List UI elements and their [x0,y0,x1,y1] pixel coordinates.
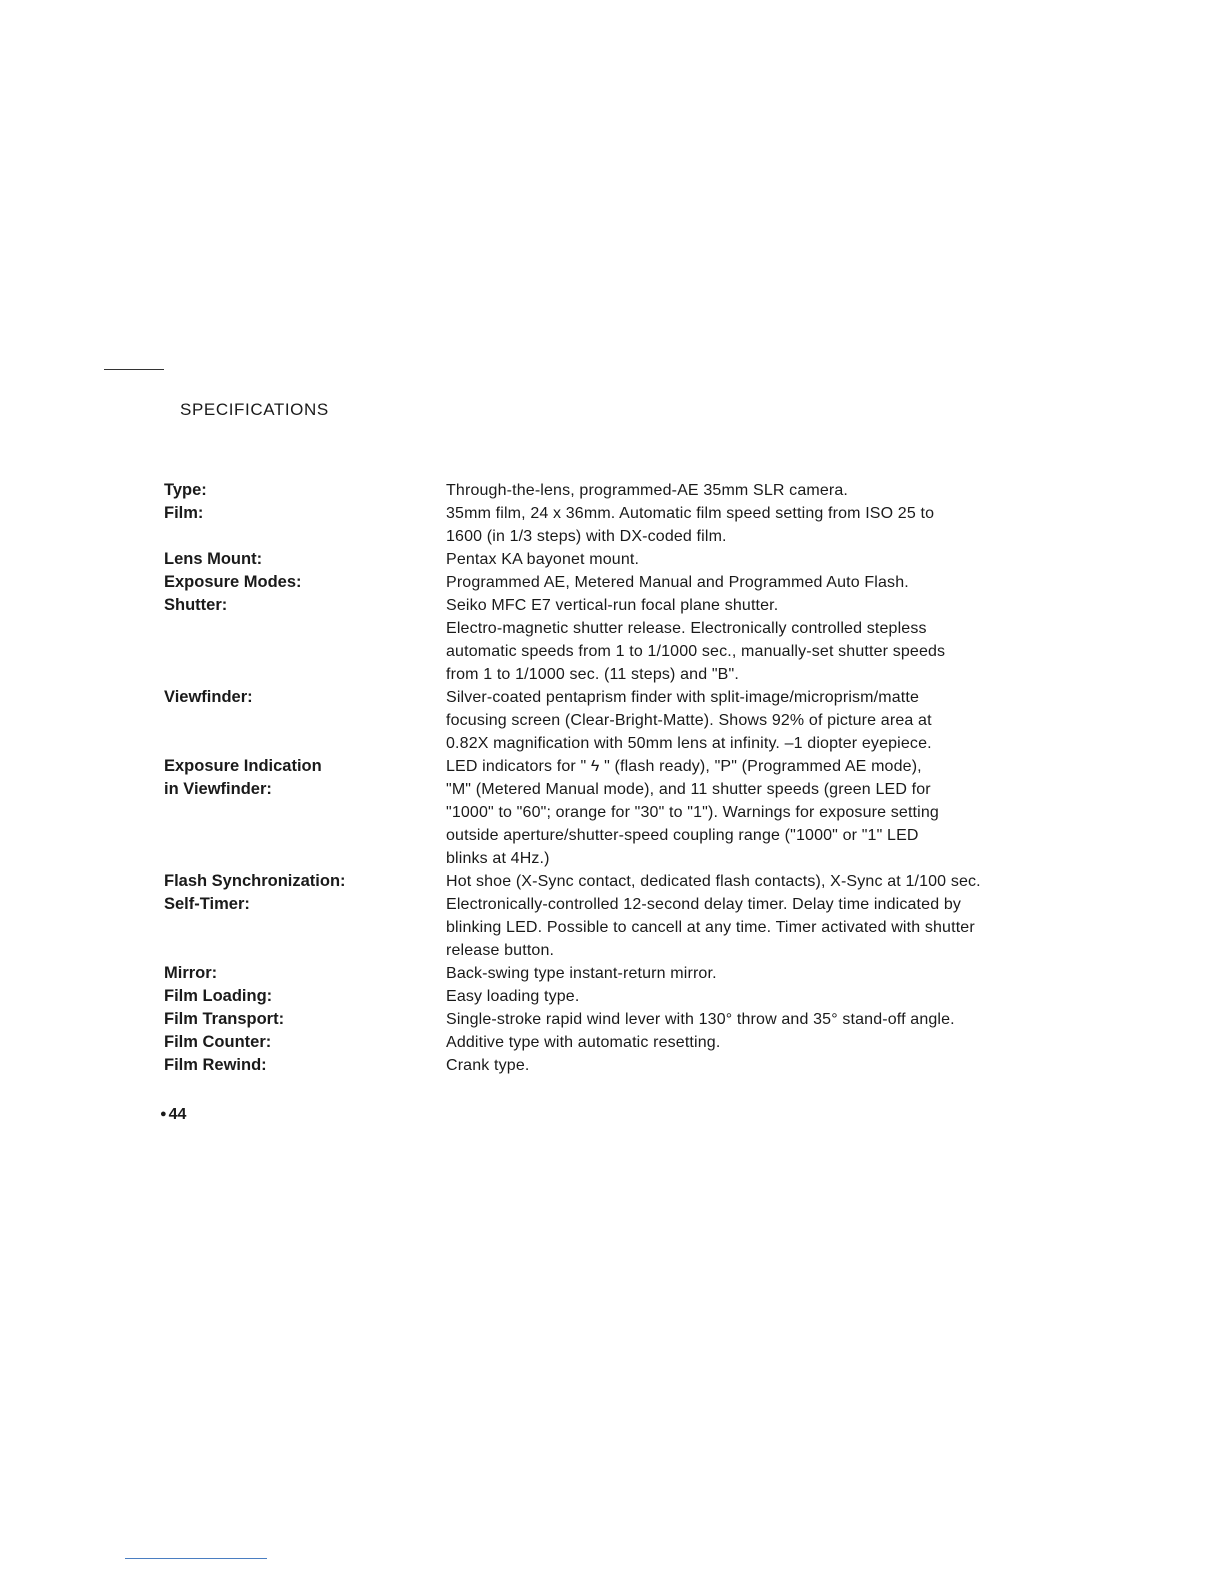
spec-value-line: "1000" to "60"; orange for "30" to "1"). Warnings for exposure setting [446,804,939,821]
spec-value [446,479,1160,502]
spec-label [160,479,446,502]
specifications-list [160,479,1160,1077]
spec-label-line: Exposure Indication [164,757,322,775]
spec-label-line: Shutter: [164,596,228,614]
spec-label [160,571,446,594]
spec-value-line: Additive type with automatic resetting. [446,1034,721,1051]
spec-value [446,594,1160,686]
spec-value-line: 35mm film, 24 x 36mm. Automatic film speed setting from ISO 25 to [446,505,935,522]
spec-row [160,1054,1160,1077]
page-number [160,1104,186,1125]
spec-value-line: from 1 to 1/1000 sec. (11 steps) and "B". [446,666,739,683]
spec-value-line: Silver-coated pentaprism finder with split-image/microprism/matte [446,689,920,706]
spec-label [160,594,446,617]
spec-value [446,962,1160,985]
spec-value-line: Programmed AE, Metered Manual and Programmed Auto Flash. [446,574,909,591]
spec-value-line: Crank type. [446,1057,530,1074]
spec-value [446,1031,1160,1054]
bullet-icon: ● [160,1108,167,1120]
spec-value-line: automatic speeds from 1 to 1/1000 sec., manually-set shutter speeds [446,643,946,660]
spec-value-line: Back-swing type instant-return mirror. [446,965,717,982]
spec-value-line: Easy loading type. [446,988,580,1005]
spec-label [160,755,446,801]
spec-label-line: Film Loading: [164,987,273,1005]
spec-value [446,893,1160,962]
spec-value-line: Seiko MFC E7 vertical-run focal plane shutter. [446,597,779,614]
spec-row [160,571,1160,594]
spec-value-line: blinks at 4Hz.) [446,850,550,867]
spec-row [160,479,1160,502]
spec-value [446,571,1160,594]
spec-label-line: Lens Mount: [164,550,263,568]
spec-label-line: Film Counter: [164,1033,272,1051]
spec-row [160,502,1160,548]
spec-row [160,870,1160,893]
spec-value [446,1008,1160,1031]
spec-label-line: Exposure Modes: [164,573,302,591]
spec-row [160,893,1160,962]
spec-row [160,1031,1160,1054]
spec-label-line: Film Rewind: [164,1056,267,1074]
spec-value-line: "M" (Metered Manual mode), and 11 shutter speeds (green LED for [446,781,931,798]
spec-label-line: Film: [164,504,204,522]
corner-rule [104,369,164,370]
spec-value [446,686,1160,755]
spec-label-line: Viewfinder: [164,688,253,706]
spec-label [160,985,446,1008]
page-number-text: 44 [168,1106,187,1123]
spec-value-line: Single-stroke rapid wind lever with 130° throw and 35° stand-off angle. [446,1011,955,1028]
spec-value [446,548,1160,571]
spec-label-line: Mirror: [164,964,218,982]
spec-value [446,870,1160,893]
spec-row [160,985,1160,1008]
spec-label-line: Self-Timer: [164,895,250,913]
spec-label [160,548,446,571]
spec-label [160,893,446,916]
spec-value [446,502,1160,548]
spec-label [160,686,446,709]
spec-label [160,502,446,525]
spec-value [446,755,1160,870]
spec-label [160,1031,446,1054]
spec-value-line: LED indicators for " ϟ " (flash ready), "P" (Programmed AE mode), [446,758,922,775]
spec-value-line: release button. [446,942,555,959]
spec-row [160,548,1160,571]
spec-label-line: Type: [164,481,207,499]
spec-label [160,962,446,985]
spec-value-line: Electronically-controlled 12-second delay timer. Delay time indicated by [446,896,962,913]
spec-value [446,1054,1160,1077]
spec-value-line: blinking LED. Possible to cancell at any time. Timer activated with shutter [446,919,975,936]
spec-label [160,1054,446,1077]
spec-value-line: 0.82X magnification with 50mm lens at infinity. –1 diopter eyepiece. [446,735,932,752]
section-title: SPECIFICATIONS [180,400,329,419]
spec-label-line: Flash Synchronization: [164,872,346,890]
spec-label-line: Film Transport: [164,1010,285,1028]
spec-value-line: outside aperture/shutter-speed coupling range ("1000" or "1" LED [446,827,919,844]
spec-value-line: focusing screen (Clear-Bright-Matte). Shows 92% of picture area at [446,712,932,729]
spec-row [160,755,1160,870]
spec-value-line: Pentax KA bayonet mount. [446,551,640,568]
spec-label [160,1008,446,1031]
spec-row [160,1008,1160,1031]
spec-value-line: Hot shoe (X-Sync contact, dedicated flash contacts), X-Sync at 1/100 sec. [446,873,981,890]
spec-label [160,870,446,893]
spec-value-line: Through-the-lens, programmed-AE 35mm SLR camera. [446,482,849,499]
spec-row [160,962,1160,985]
spec-label-line: in Viewfinder: [164,780,272,798]
spec-value-line: Electro-magnetic shutter release. Electronically controlled stepless [446,620,927,637]
spec-row [160,594,1160,686]
spec-row [160,686,1160,755]
spec-value-line: 1600 (in 1/3 steps) with DX-coded film. [446,528,727,545]
spec-value [446,985,1160,1008]
bottom-rule [125,1558,267,1559]
